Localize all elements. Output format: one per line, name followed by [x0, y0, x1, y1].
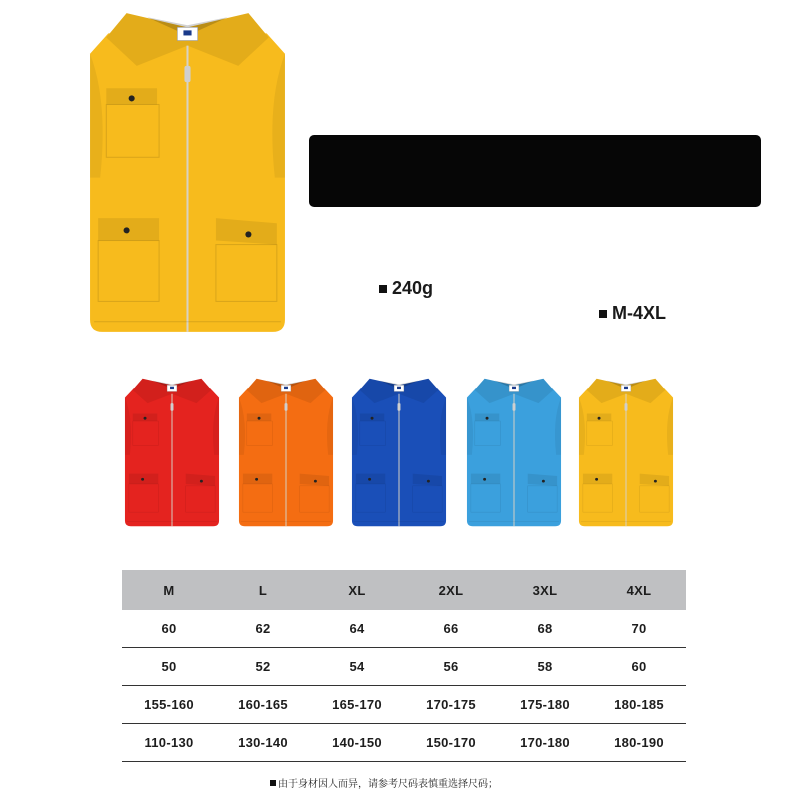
- table-cell: 66: [443, 621, 459, 636]
- table-row: [122, 610, 686, 648]
- table-cell: 70: [631, 621, 647, 636]
- vest-variant-blue: [350, 375, 448, 530]
- size-chart-header-row: [122, 570, 686, 610]
- table-cell: 60: [161, 621, 177, 636]
- size-header-cell: 2XL: [438, 582, 464, 598]
- fabric-weight-label: 240g: [392, 278, 434, 298]
- table-row: [122, 724, 686, 762]
- table-cell: 170-175: [426, 697, 476, 712]
- size-header-cell: XL: [348, 582, 366, 598]
- table-cell: 58: [537, 659, 553, 674]
- bullet-square-icon: [270, 780, 276, 786]
- table-cell: 130-140: [238, 735, 288, 750]
- size-header-cell: M: [163, 582, 175, 598]
- size-note-text: 由于身材因人而异，请参考尺码表慎重选择尺码；: [278, 779, 498, 790]
- black-banner: [309, 135, 761, 207]
- size-range-spec: [599, 303, 666, 324]
- table-cell: 180-190: [614, 735, 664, 750]
- table-cell: 155-160: [144, 697, 194, 712]
- table-cell: 62: [255, 621, 271, 636]
- hero-vest-image-yellow: [85, 5, 290, 340]
- size-range-label: M-4XL: [612, 303, 666, 323]
- table-cell: 52: [255, 659, 271, 674]
- table-cell: 175-180: [520, 697, 570, 712]
- table-cell: 54: [349, 659, 365, 674]
- table-row: [122, 686, 686, 724]
- table-cell: 56: [443, 659, 459, 674]
- bullet-square-icon: [599, 310, 607, 318]
- size-note: [270, 775, 498, 790]
- fabric-weight-spec: [379, 278, 433, 299]
- size-header-cell: L: [258, 582, 268, 598]
- bullet-square-icon: [379, 285, 387, 293]
- table-cell: 110-130: [144, 735, 194, 750]
- table-cell: 50: [161, 659, 177, 674]
- table-cell: 160-165: [238, 697, 288, 712]
- size-header-cell: 3XL: [532, 582, 558, 598]
- table-cell: 64: [349, 621, 365, 636]
- vest-variant-red: [123, 375, 221, 530]
- table-cell: 180-185: [614, 697, 664, 712]
- table-cell: 170-180: [520, 735, 570, 750]
- vest-variant-yellow: [577, 375, 675, 530]
- vest-variant-orange: [237, 375, 335, 530]
- size-chart-table: [122, 570, 686, 762]
- vest-variant-sky-blue: [465, 375, 563, 530]
- table-row: [122, 648, 686, 686]
- size-header-cell: 4XL: [626, 582, 652, 598]
- table-cell: 60: [631, 659, 647, 674]
- table-cell: 68: [537, 621, 553, 636]
- table-cell: 140-150: [332, 735, 382, 750]
- table-cell: 150-170: [426, 735, 476, 750]
- table-cell: 165-170: [332, 697, 382, 712]
